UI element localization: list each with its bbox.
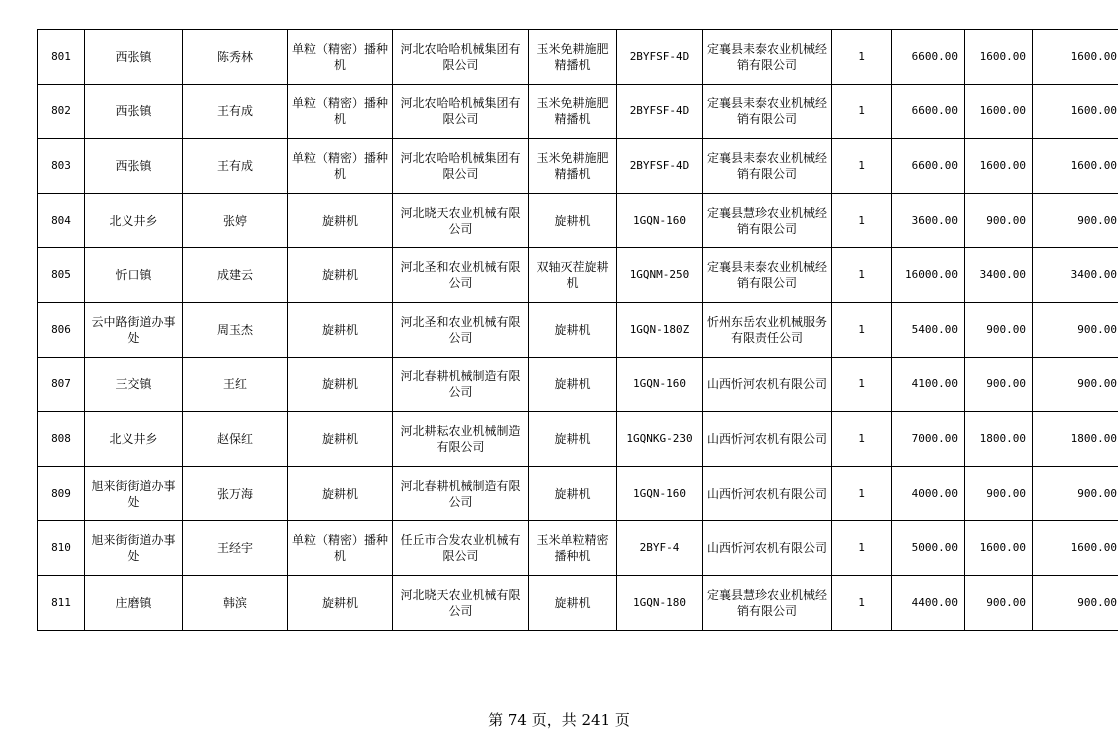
cell-quantity: 1	[832, 575, 892, 630]
subsidy-table	[37, 29, 1118, 631]
cell-owner-name: 周玉杰	[183, 302, 288, 357]
cell-manufacturer: 河北春耕机械制造有限公司	[393, 357, 529, 412]
cell-total-subsidy: 900.00	[1033, 302, 1118, 357]
table-row	[38, 84, 1118, 139]
cell-machine-category: 单粒（精密）播种机	[288, 139, 393, 194]
cell-dealer: 山西忻河农机有限公司	[703, 466, 832, 521]
cell-dealer: 山西忻河农机有限公司	[703, 357, 832, 412]
cell-town: 北义井乡	[85, 193, 183, 248]
cell-manufacturer: 河北农哈哈机械集团有限公司	[393, 30, 529, 85]
cell-machine-category: 旋耕机	[288, 466, 393, 521]
cell-model: 2BYFSF-4D	[617, 30, 703, 85]
cell-quantity: 1	[832, 521, 892, 576]
cell-town: 旭来街街道办事处	[85, 521, 183, 576]
cell-machine-category: 单粒（精密）播种机	[288, 521, 393, 576]
cell-total-subsidy: 1600.00	[1033, 30, 1118, 85]
cell-row-number: 801	[38, 30, 85, 85]
cell-machine-category: 旋耕机	[288, 302, 393, 357]
cell-row-number: 809	[38, 466, 85, 521]
cell-total-subsidy: 1800.00	[1033, 412, 1118, 467]
cell-owner-name: 陈秀林	[183, 30, 288, 85]
cell-manufacturer: 河北晓天农业机械有限公司	[393, 575, 529, 630]
cell-town: 旭来街街道办事处	[85, 466, 183, 521]
cell-dealer: 定襄县慧珍农业机械经销有限公司	[703, 575, 832, 630]
cell-dealer: 定襄县慧珍农业机械经销有限公司	[703, 193, 832, 248]
cell-subsidy-amount: 1600.00	[965, 139, 1033, 194]
table-row	[38, 357, 1118, 412]
cell-model: 2BYFSF-4D	[617, 139, 703, 194]
cell-sale-price: 6600.00	[892, 84, 965, 139]
cell-row-number: 803	[38, 139, 85, 194]
cell-dealer: 山西忻河农机有限公司	[703, 521, 832, 576]
cell-product-name: 旋耕机	[529, 302, 617, 357]
cell-model: 1GQN-160	[617, 357, 703, 412]
cell-manufacturer: 河北农哈哈机械集团有限公司	[393, 84, 529, 139]
cell-machine-category: 旋耕机	[288, 248, 393, 303]
cell-total-subsidy: 1600.00	[1033, 84, 1118, 139]
cell-row-number: 808	[38, 412, 85, 467]
cell-quantity: 1	[832, 248, 892, 303]
cell-town: 云中路街道办事处	[85, 302, 183, 357]
cell-total-subsidy: 1600.00	[1033, 521, 1118, 576]
cell-product-name: 旋耕机	[529, 575, 617, 630]
cell-quantity: 1	[832, 466, 892, 521]
cell-machine-category: 旋耕机	[288, 575, 393, 630]
cell-owner-name: 成建云	[183, 248, 288, 303]
cell-owner-name: 张婷	[183, 193, 288, 248]
cell-row-number: 805	[38, 248, 85, 303]
cell-sale-price: 7000.00	[892, 412, 965, 467]
cell-product-name: 玉米单粒精密播种机	[529, 521, 617, 576]
table-row	[38, 412, 1118, 467]
cell-machine-category: 单粒（精密）播种机	[288, 84, 393, 139]
cell-owner-name: 王有成	[183, 139, 288, 194]
cell-sale-price: 3600.00	[892, 193, 965, 248]
cell-total-subsidy: 1600.00	[1033, 139, 1118, 194]
table-row	[38, 302, 1118, 357]
cell-quantity: 1	[832, 412, 892, 467]
cell-model: 2BYF-4	[617, 521, 703, 576]
cell-subsidy-amount: 1600.00	[965, 30, 1033, 85]
cell-total-subsidy: 3400.00	[1033, 248, 1118, 303]
cell-total-subsidy: 900.00	[1033, 466, 1118, 521]
cell-subsidy-amount: 1600.00	[965, 84, 1033, 139]
cell-product-name: 旋耕机	[529, 466, 617, 521]
cell-model: 1GQNKG-230	[617, 412, 703, 467]
table-row	[38, 193, 1118, 248]
cell-dealer: 山西忻河农机有限公司	[703, 412, 832, 467]
cell-machine-category: 单粒（精密）播种机	[288, 30, 393, 85]
cell-sale-price: 16000.00	[892, 248, 965, 303]
cell-product-name: 玉米免耕施肥精播机	[529, 84, 617, 139]
table-row	[38, 248, 1118, 303]
cell-manufacturer: 河北农哈哈机械集团有限公司	[393, 139, 529, 194]
table-row	[38, 139, 1118, 194]
cell-sale-price: 5400.00	[892, 302, 965, 357]
cell-town: 西张镇	[85, 139, 183, 194]
cell-dealer: 定襄县耒泰农业机械经销有限公司	[703, 139, 832, 194]
cell-machine-category: 旋耕机	[288, 357, 393, 412]
cell-subsidy-amount: 900.00	[965, 302, 1033, 357]
cell-quantity: 1	[832, 30, 892, 85]
cell-sale-price: 4000.00	[892, 466, 965, 521]
cell-model: 1GQN-160	[617, 193, 703, 248]
cell-model: 2BYFSF-4D	[617, 84, 703, 139]
cell-manufacturer: 河北圣和农业机械有限公司	[393, 302, 529, 357]
table-row	[38, 466, 1118, 521]
cell-quantity: 1	[832, 84, 892, 139]
cell-quantity: 1	[832, 357, 892, 412]
cell-town: 北义井乡	[85, 412, 183, 467]
cell-sale-price: 4100.00	[892, 357, 965, 412]
cell-owner-name: 王红	[183, 357, 288, 412]
cell-model: 1GQNM-250	[617, 248, 703, 303]
cell-dealer: 忻州东岳农业机械服务有限责任公司	[703, 302, 832, 357]
cell-sale-price: 6600.00	[892, 30, 965, 85]
table-row	[38, 30, 1118, 85]
cell-owner-name: 王经宇	[183, 521, 288, 576]
cell-subsidy-amount: 900.00	[965, 357, 1033, 412]
cell-row-number: 802	[38, 84, 85, 139]
cell-owner-name: 张万海	[183, 466, 288, 521]
cell-row-number: 807	[38, 357, 85, 412]
cell-dealer: 定襄县耒泰农业机械经销有限公司	[703, 84, 832, 139]
cell-product-name: 旋耕机	[529, 357, 617, 412]
cell-owner-name: 赵保红	[183, 412, 288, 467]
cell-total-subsidy: 900.00	[1033, 357, 1118, 412]
cell-manufacturer: 河北晓天农业机械有限公司	[393, 193, 529, 248]
cell-row-number: 806	[38, 302, 85, 357]
table-row	[38, 575, 1118, 630]
cell-row-number: 810	[38, 521, 85, 576]
cell-town: 忻口镇	[85, 248, 183, 303]
cell-product-name: 双轴灭茬旋耕机	[529, 248, 617, 303]
cell-sale-price: 5000.00	[892, 521, 965, 576]
cell-dealer: 定襄县耒泰农业机械经销有限公司	[703, 248, 832, 303]
cell-subsidy-amount: 900.00	[965, 466, 1033, 521]
cell-sale-price: 4400.00	[892, 575, 965, 630]
cell-model: 1GQN-160	[617, 466, 703, 521]
cell-town: 三交镇	[85, 357, 183, 412]
cell-product-name: 旋耕机	[529, 193, 617, 248]
cell-subsidy-amount: 1600.00	[965, 521, 1033, 576]
cell-manufacturer: 任丘市合发农业机械有限公司	[393, 521, 529, 576]
cell-total-subsidy: 900.00	[1033, 193, 1118, 248]
cell-model: 1GQN-180Z	[617, 302, 703, 357]
cell-quantity: 1	[832, 302, 892, 357]
cell-town: 庄磨镇	[85, 575, 183, 630]
cell-row-number: 804	[38, 193, 85, 248]
cell-subsidy-amount: 900.00	[965, 575, 1033, 630]
cell-manufacturer: 河北耕耘农业机械制造有限公司	[393, 412, 529, 467]
cell-product-name: 玉米免耕施肥精播机	[529, 30, 617, 85]
cell-quantity: 1	[832, 193, 892, 248]
cell-manufacturer: 河北春耕机械制造有限公司	[393, 466, 529, 521]
cell-product-name: 玉米免耕施肥精播机	[529, 139, 617, 194]
cell-owner-name: 王有成	[183, 84, 288, 139]
cell-subsidy-amount: 1800.00	[965, 412, 1033, 467]
cell-subsidy-amount: 900.00	[965, 193, 1033, 248]
cell-town: 西张镇	[85, 30, 183, 85]
cell-sale-price: 6600.00	[892, 139, 965, 194]
cell-dealer: 定襄县耒泰农业机械经销有限公司	[703, 30, 832, 85]
cell-manufacturer: 河北圣和农业机械有限公司	[393, 248, 529, 303]
table-row	[38, 521, 1118, 576]
cell-product-name: 旋耕机	[529, 412, 617, 467]
cell-total-subsidy: 900.00	[1033, 575, 1118, 630]
cell-quantity: 1	[832, 139, 892, 194]
cell-machine-category: 旋耕机	[288, 193, 393, 248]
cell-model: 1GQN-180	[617, 575, 703, 630]
table-body	[38, 30, 1118, 631]
cell-town: 西张镇	[85, 84, 183, 139]
cell-machine-category: 旋耕机	[288, 412, 393, 467]
cell-subsidy-amount: 3400.00	[965, 248, 1033, 303]
cell-owner-name: 韩滨	[183, 575, 288, 630]
page-footer: 第 74 页，共 241 页	[488, 711, 630, 729]
cell-row-number: 811	[38, 575, 85, 630]
